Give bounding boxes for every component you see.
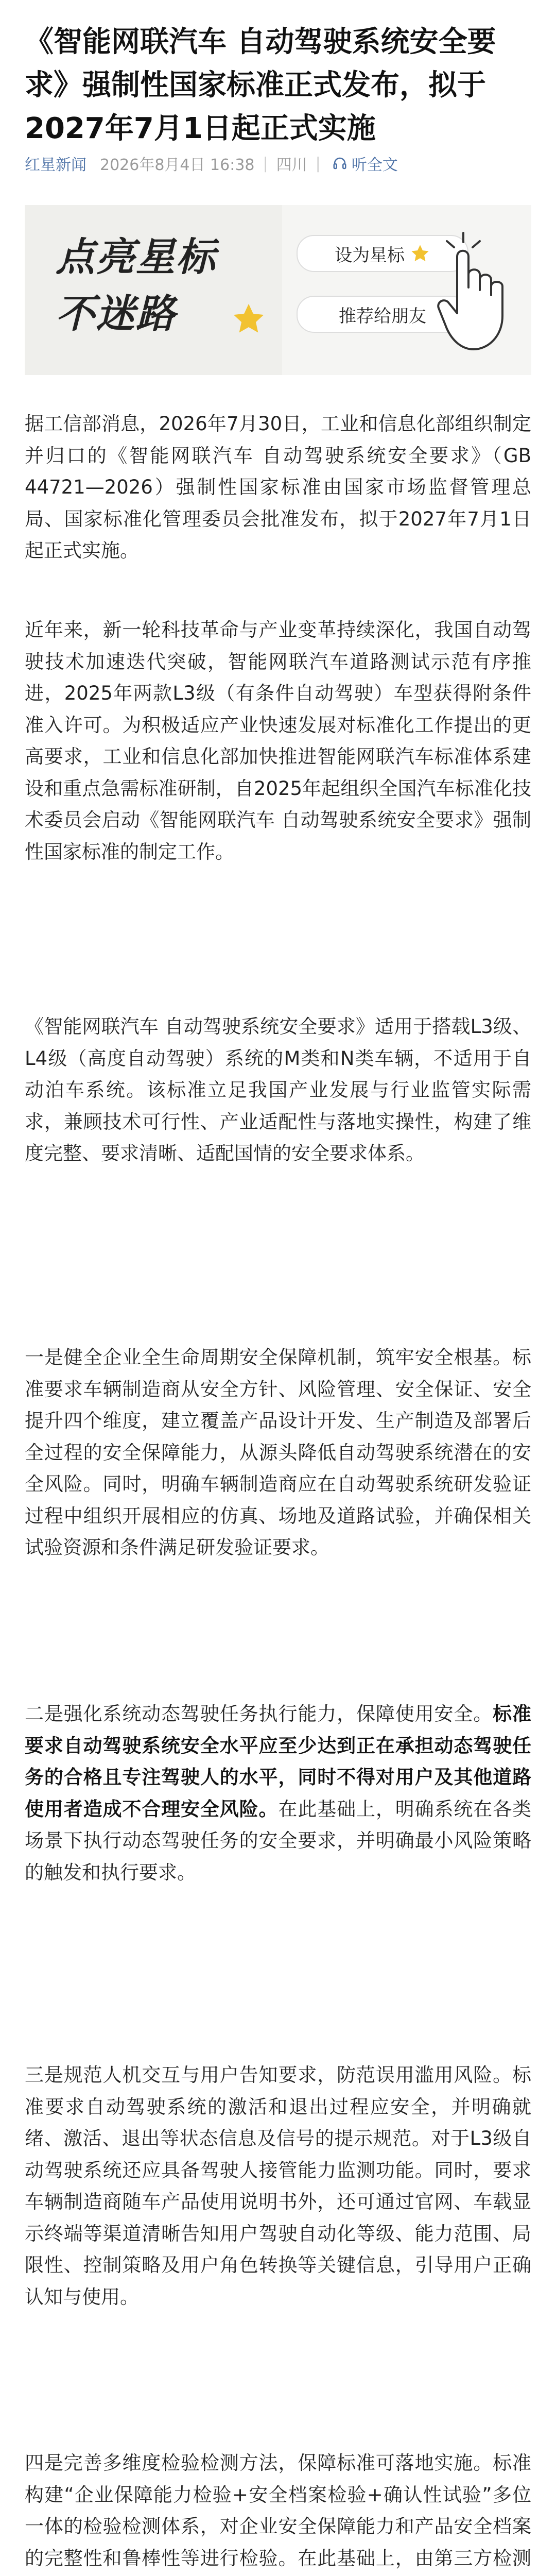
listen-label: 听全文 xyxy=(351,156,398,174)
point-2-tail: 在此基础上，明确系统在各类场景下执行动态驾驶任务的安全要求，并明确最小风险策略的触发和执行要求。 xyxy=(25,1798,532,1884)
article-meta xyxy=(25,150,534,176)
meta-divider: | xyxy=(315,154,321,173)
source-link[interactable]: 红星新闻 xyxy=(25,156,86,174)
set-star-label: 设为星标 xyxy=(335,245,405,266)
point-2-bold: 标准要求自动驾驶系统安全水平应至少达到正在承担动态驾驶任务的合格且专注驾驶人的水平，同时不得对用户及其他道路使用者造成不合理安全风险。 xyxy=(25,1703,532,1820)
banner-line-2: 不迷路 xyxy=(56,291,176,336)
banner-line-1: 点亮星标 xyxy=(56,234,216,280)
point-2-lead: 二是强化系统动态驾驶任务执行能力，保障使用安全。 xyxy=(25,1703,493,1725)
star-icon xyxy=(410,243,430,264)
listen-button[interactable] xyxy=(332,152,398,175)
paragraph-intro: 据工信部消息，2026年7月30日，工业和信息化部组织制定并归口的《智能网联汽车 自动驾驶系统安全要求》（GB 44721—2026）强制性国家标准由国家市场监督管理总局、国家标准化管理委员会批准发布，拟于2027年7月1日起正式实施。 xyxy=(25,413,531,562)
publish-date: 2026年8月4日 16:38 xyxy=(100,156,255,174)
paragraph-point-3: 三是规范人机交互与用户告知要求，防范误用滥用风险。标准要求自动驾驶系统的激活和退出过程应安全，并明确就绪、激活、退出等状态信息及信号的提示规范。对于L3级自动驾驶系统还应具备驾驶人接管能力监测功能。同时，要求车辆制造商随车产品使用说明书外，还可通过官网、车载显示终端等渠道清晰告知用户驾驶自动化等级、能力范围、局限性、控制策略及用户角色转换等关键信息，引导用户正确认知与使用。 xyxy=(25,2064,531,2308)
headphones-icon xyxy=(332,156,348,171)
star-promo-banner xyxy=(25,205,531,375)
publish-location: 四川 xyxy=(276,156,307,174)
pointing-hand-icon xyxy=(437,226,524,354)
star-icon xyxy=(231,301,267,337)
paragraph-point-2 xyxy=(25,1698,531,1888)
paragraph-point-1: 一是健全企业全生命周期安全保障机制，筑牢安全根基。标准要求车辆制造商从安全方针、风险管理、安全保证、安全提升四个维度，建立覆盖产品设计开发、生产制造及部署后全过程的安全保障能力，从源头降低自动驾驶系统潜在的安全风险。同时，明确车辆制造商应在自动驾驶系统研发验证过程中组织开展相应的仿真、场地及道路试验，并确保相关试验资源和条件满足研发验证要求。 xyxy=(25,1346,531,1558)
article-title: 《智能网联汽车 自动驾驶系统安全要求》强制性国家标准正式发布，拟于2027年7月1日起正式实施 xyxy=(25,25,496,145)
paragraph-background: 近年来，新一轮科技革命与产业变革持续深化，我国自动驾驶技术加速迭代突破，智能网联汽车道路测试示范有序推进，2025年两款L3级（有条件自动驾驶）车型获得附条件准入许可。为积极适应产业快速发展对标准化工作提出的更高要求，工业和信息化部加快推进智能网联汽车标准体系建设和重点急需标准研制，自2025年起组织全国汽车标准化技术委员会启动《智能网联汽车 自动驾驶系统安全要求》强制性国家标准的制定工作。 xyxy=(25,619,531,863)
meta-divider: | xyxy=(263,154,268,173)
paragraph-scope: 《智能网联汽车 自动驾驶系统安全要求》适用于搭载L3级、L4级（高度自动驾驶）系统的M类和N类车辆，不适用于自动泊车系统。该标准立足我国产业发展与行业监管实际需求，兼顾技术可行性、产业适配性与落地实操性，构建了维度完整、要求清晰、适配国情的安全要求体系。 xyxy=(25,1015,531,1164)
recommend-label: 推荐给朋友 xyxy=(339,306,426,327)
paragraph-point-4: 四是完善多维度检验检测方法，保障标准可落地实施。标准构建“企业保障能力检验+安全档案检验+确认性试验”多位一体的检验检测体系，对企业安全保障能力和产品安全档案的完整性和鲁棒性等进行检验。在此基础上，由第三方检测 xyxy=(25,2452,531,2569)
